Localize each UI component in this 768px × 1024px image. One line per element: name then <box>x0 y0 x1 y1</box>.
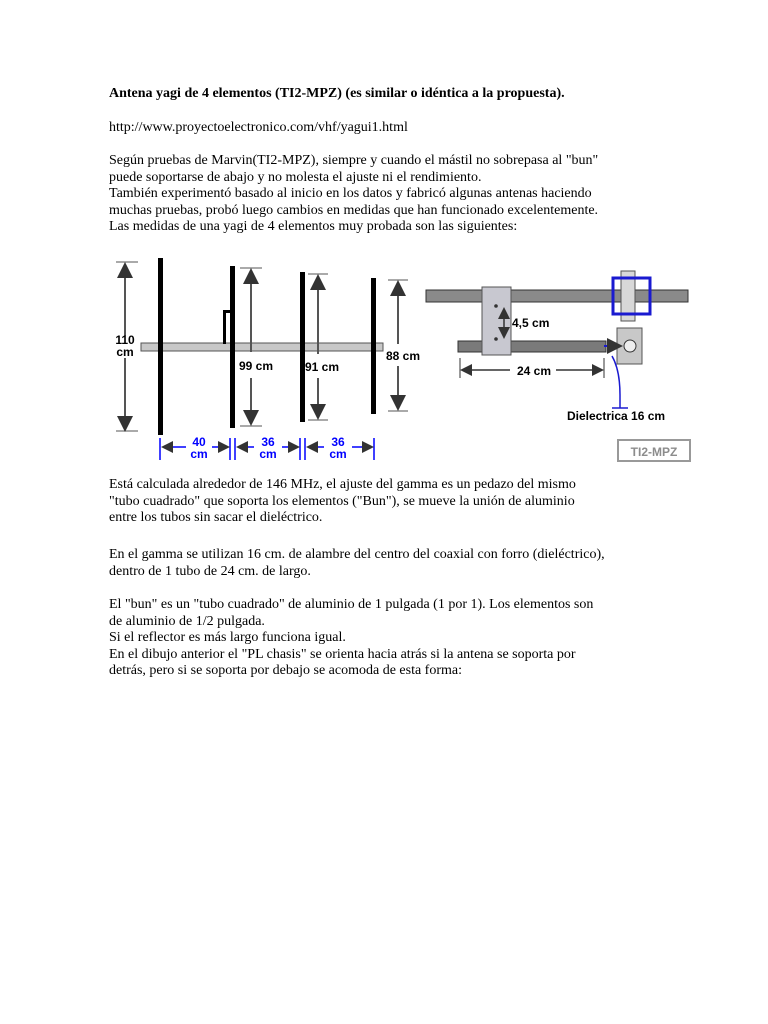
document-title: Antena yagi de 4 elementos (TI2-MPZ) (es similar o idéntica a la propuesta). <box>109 86 565 101</box>
paragraph-line: Está calculada alrededor de 146 MHz, el ajuste del gamma es un pedazo del mismo <box>109 477 576 492</box>
paragraph-line: dentro de 1 tubo de 24 cm. de largo. <box>109 563 311 579</box>
director1-length-label: 91 cm <box>304 360 340 374</box>
gamma-tube <box>458 341 606 352</box>
paragraph-line: detrás, pero si se soporta por debajo se acomoda de esta forma: <box>109 663 462 678</box>
director-1-element <box>300 272 305 422</box>
paragraph-line: entre los tubos sin sacar el dieléctrico. <box>109 510 323 525</box>
clamp-screw <box>494 337 498 341</box>
spacing2-value: 36 <box>261 435 275 449</box>
paragraph-line: Las medidas de una yagi de 4 elementos muy probada son las siguientes: <box>109 219 518 234</box>
paragraph-line: En el dibujo anterior el "PL chasis" se orienta hacia atrás si la antena se soporta por <box>109 646 576 662</box>
paragraph-line: Según pruebas de Marvin(TI2-MPZ), siempre y cuando el mástil no sobrepasa al "bun" <box>109 153 599 168</box>
director-2-element <box>371 278 376 414</box>
paragraph-frequency <box>109 477 576 527</box>
director2-length-label: 88 cm <box>385 349 421 363</box>
dielectric-label: Dielectrica 16 cm <box>567 409 666 423</box>
author-badge-text: TI2-MPZ <box>630 445 678 459</box>
driven-length-label: 99 cm <box>238 359 274 373</box>
clamp-screw <box>494 304 498 308</box>
paragraph-line: El "bun" es un "tubo cuadrado" de aluminio de 1 pulgada (1 por 1). Los elementos son <box>109 597 594 612</box>
spacing3-value: 36 <box>331 435 345 449</box>
paragraph-line: Si el reflector es más largo funciona igual. <box>109 630 346 645</box>
paragraph-line: En el gamma se utilizan 16 cm. de alambre del centro del coaxial con forro (dieléctrico), <box>109 547 605 562</box>
driven-element <box>230 266 235 428</box>
paragraph-line: de aluminio de 1/2 pulgada. <box>109 613 265 629</box>
paragraph-line: También experimentó basado al inicio en los datos y fabricó algunas antenas haciendo <box>109 186 592 201</box>
paragraph-bun <box>109 597 593 680</box>
paragraph-line: puede soportarse de abajo y no molesta el ajuste ni el rendimiento. <box>109 169 482 185</box>
connector-socket <box>624 340 636 352</box>
spacing3-unit: cm <box>329 447 347 461</box>
reflector-element <box>158 258 163 435</box>
reflector-length-label: 110 <box>115 333 135 347</box>
spacing1-unit: cm <box>190 447 208 461</box>
paragraph-line: muchas pruebas, probó luego cambios en medidas que han funcionado excelentemente. <box>109 202 599 218</box>
gap-label: 4,5 cm <box>512 316 550 330</box>
gamma-match-detail <box>426 271 690 461</box>
reflector-length-unit: cm <box>116 345 134 359</box>
spacing1-value: 40 <box>192 435 206 449</box>
source-url: http://www.proyectoelectronico.com/vhf/yagui1.html <box>109 120 408 135</box>
paragraph-line: "tubo cuadrado" que soporta los elementos ("Bun"), se mueve la unión de aluminio <box>109 493 575 509</box>
gamma-length-label: 24 cm <box>516 364 552 378</box>
spacing2-unit: cm <box>259 447 277 461</box>
boom <box>141 343 383 351</box>
sliding-clamp <box>482 287 511 355</box>
paragraph-gamma <box>109 547 605 580</box>
gamma-match-strap <box>223 310 233 313</box>
gamma-match-rod <box>223 310 226 344</box>
